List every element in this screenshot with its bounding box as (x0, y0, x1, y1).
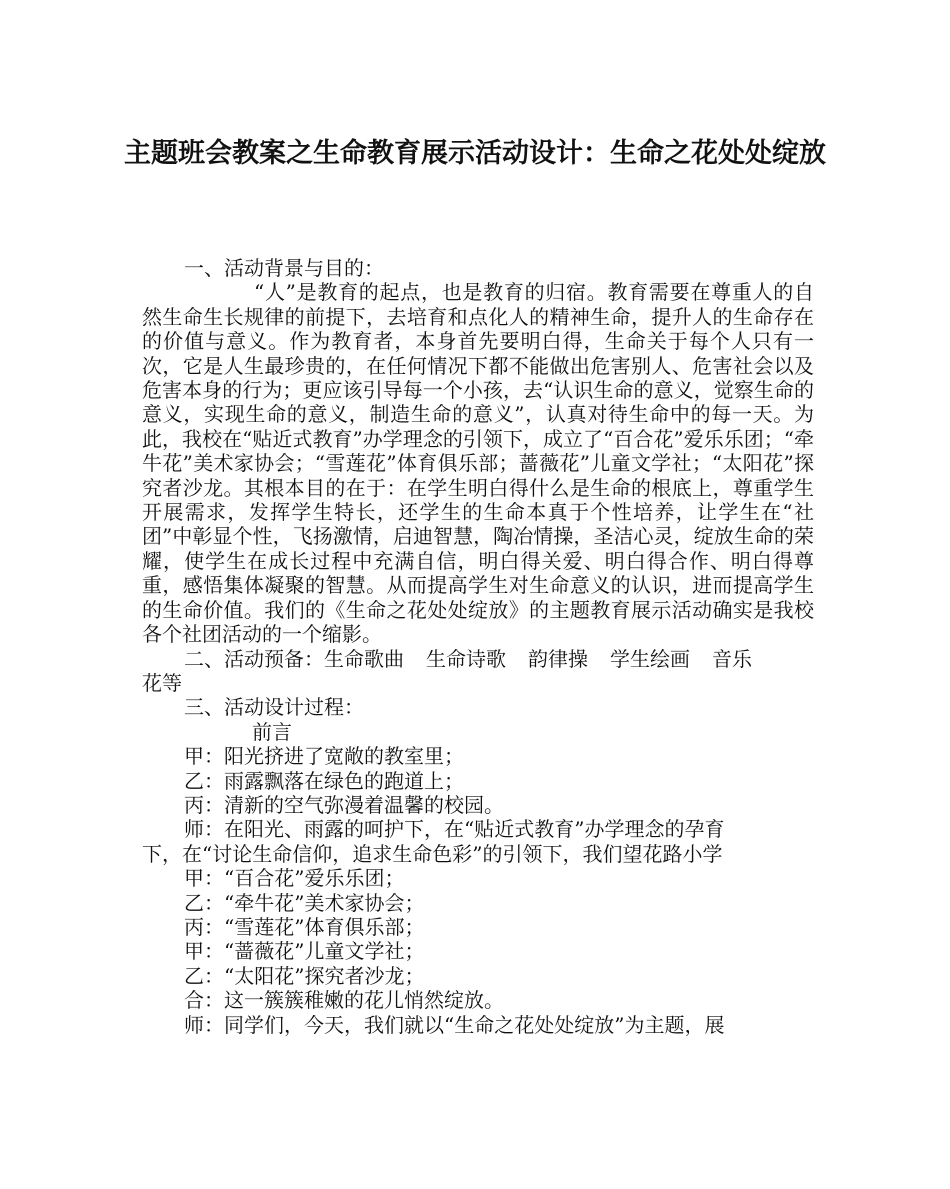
dialogue-line (142, 793, 814, 817)
speaker-label: 甲： (184, 744, 224, 769)
speaker-label: 乙： (184, 768, 224, 793)
dialogue-line (142, 988, 814, 1012)
background-text: “人”是教育的起点，也是教育的归宿。教育需要在尊重人的自然生命生长规律的前提下，去培育和点化人的精神生命，提升人的生命存在的价值与意义。作为教育者，本身首先要明白得，生命关于每个人只有一次，它是人生最珍贵的，在任何情况下都不能做出危害别人、危害社会以及危害本身的行为；更应该引导每一个小孩，去“认识生命的意义，觉察生命的意义，实现生命的意义，制造生命的意义”，认真对待生命中的每一天。为此，我校在“贴近式教育”办学理念的引领下，成立了“百合花”爱乐乐团；“牵牛花”美术家协会；“雪莲花”体育俱乐部；蔷薇花”儿童文学社；“太阳花”探究者沙龙。其根本目的在于：在学生明白得什么是生命的根底上，尊重学生开展需求，发挥学生特长，还学生的生命本真于个性培养，让学生在“社团”中彰显个性，飞扬激情，启迪智慧，陶冶情操，圣洁心灵，绽放生命的荣耀，使学生在成长过程中充满自信，明白得关爱、明白得合作、明白得尊重，感悟集体凝聚的智慧。从而提高学生对生命意义的认识，进而提高学生的生命价值。我们的《生命之花处处绽放》的主题教育展示活动确实是我校各个社团活动的一个缩影。 (142, 280, 814, 647)
line-text: 清新的空气弥漫着温馨的校园。 (224, 792, 504, 817)
speaker-label: 师： (184, 1012, 224, 1037)
speaker-label: 甲： (184, 866, 224, 891)
dialogue-line (142, 866, 814, 890)
speaker-label: 丙： (184, 914, 224, 939)
preface-label: 前言 (252, 719, 292, 744)
speaker-label: 甲： (184, 939, 224, 964)
dialogue-line (142, 744, 814, 768)
dialogue-line (142, 1013, 814, 1037)
dialogue-line (142, 939, 814, 963)
speaker-label: 师： (184, 817, 224, 842)
dialogue-line (142, 915, 814, 939)
line-text: “百合花”爱乐乐团； (224, 866, 405, 891)
line-text: 这一簇簇稚嫩的花儿悄然绽放。 (224, 988, 504, 1013)
section-heading-process: 三、活动设计过程： (184, 695, 364, 720)
speaker-label: 乙： (184, 890, 224, 915)
prep-item: 学生绘画 (610, 646, 690, 671)
line-text: 在阳光、雨露的呵护下，在“贴近式教育”办学理念的孕育 (224, 817, 725, 842)
document-body (142, 256, 814, 1037)
dialogue-line (142, 964, 814, 988)
line-text: 雨露飘落在绿色的跑道上； (224, 768, 464, 793)
line-text: “蔷薇花”儿童文学社； (224, 939, 425, 964)
dialogue-line (142, 817, 814, 841)
prep-item: 生命诗歌 (426, 646, 506, 671)
background-paragraph (142, 280, 814, 646)
speaker-label: 合： (184, 988, 224, 1013)
line-text: “雪莲花”体育俱乐部； (224, 914, 425, 939)
speaker-label: 乙： (184, 963, 224, 988)
dialogue-line (142, 842, 814, 866)
dialogue-line (142, 891, 814, 915)
line-text: 下，在“讨论生命信仰，追求生命色彩”的引领下，我们望花路小学 (142, 841, 723, 866)
line-text: 阳光挤进了宽敞的教室里； (224, 744, 464, 769)
prep-heading: 二、活动预备： (184, 646, 324, 671)
line-text: “牵牛花”美术家协会； (224, 890, 425, 915)
section-heading-preparation (142, 647, 814, 671)
section-heading-background: 一、活动背景与目的： (184, 256, 384, 280)
document-title: 主题班会教案之生命教育展示活动设计：生命之花处处绽放 (124, 138, 826, 169)
prep-item: 生命歌曲 (324, 646, 404, 671)
prep-tail: 花等 (142, 670, 182, 695)
speaker-label: 丙： (184, 792, 224, 817)
dialogue-line (142, 769, 814, 793)
prep-item: 音乐 (712, 646, 752, 671)
line-text: 同学们，今天，我们就以“生命之花处处绽放”为主题，展 (224, 1012, 725, 1037)
line-text: “太阳花”探究者沙龙； (224, 963, 425, 988)
prep-item: 韵律操 (528, 646, 588, 671)
